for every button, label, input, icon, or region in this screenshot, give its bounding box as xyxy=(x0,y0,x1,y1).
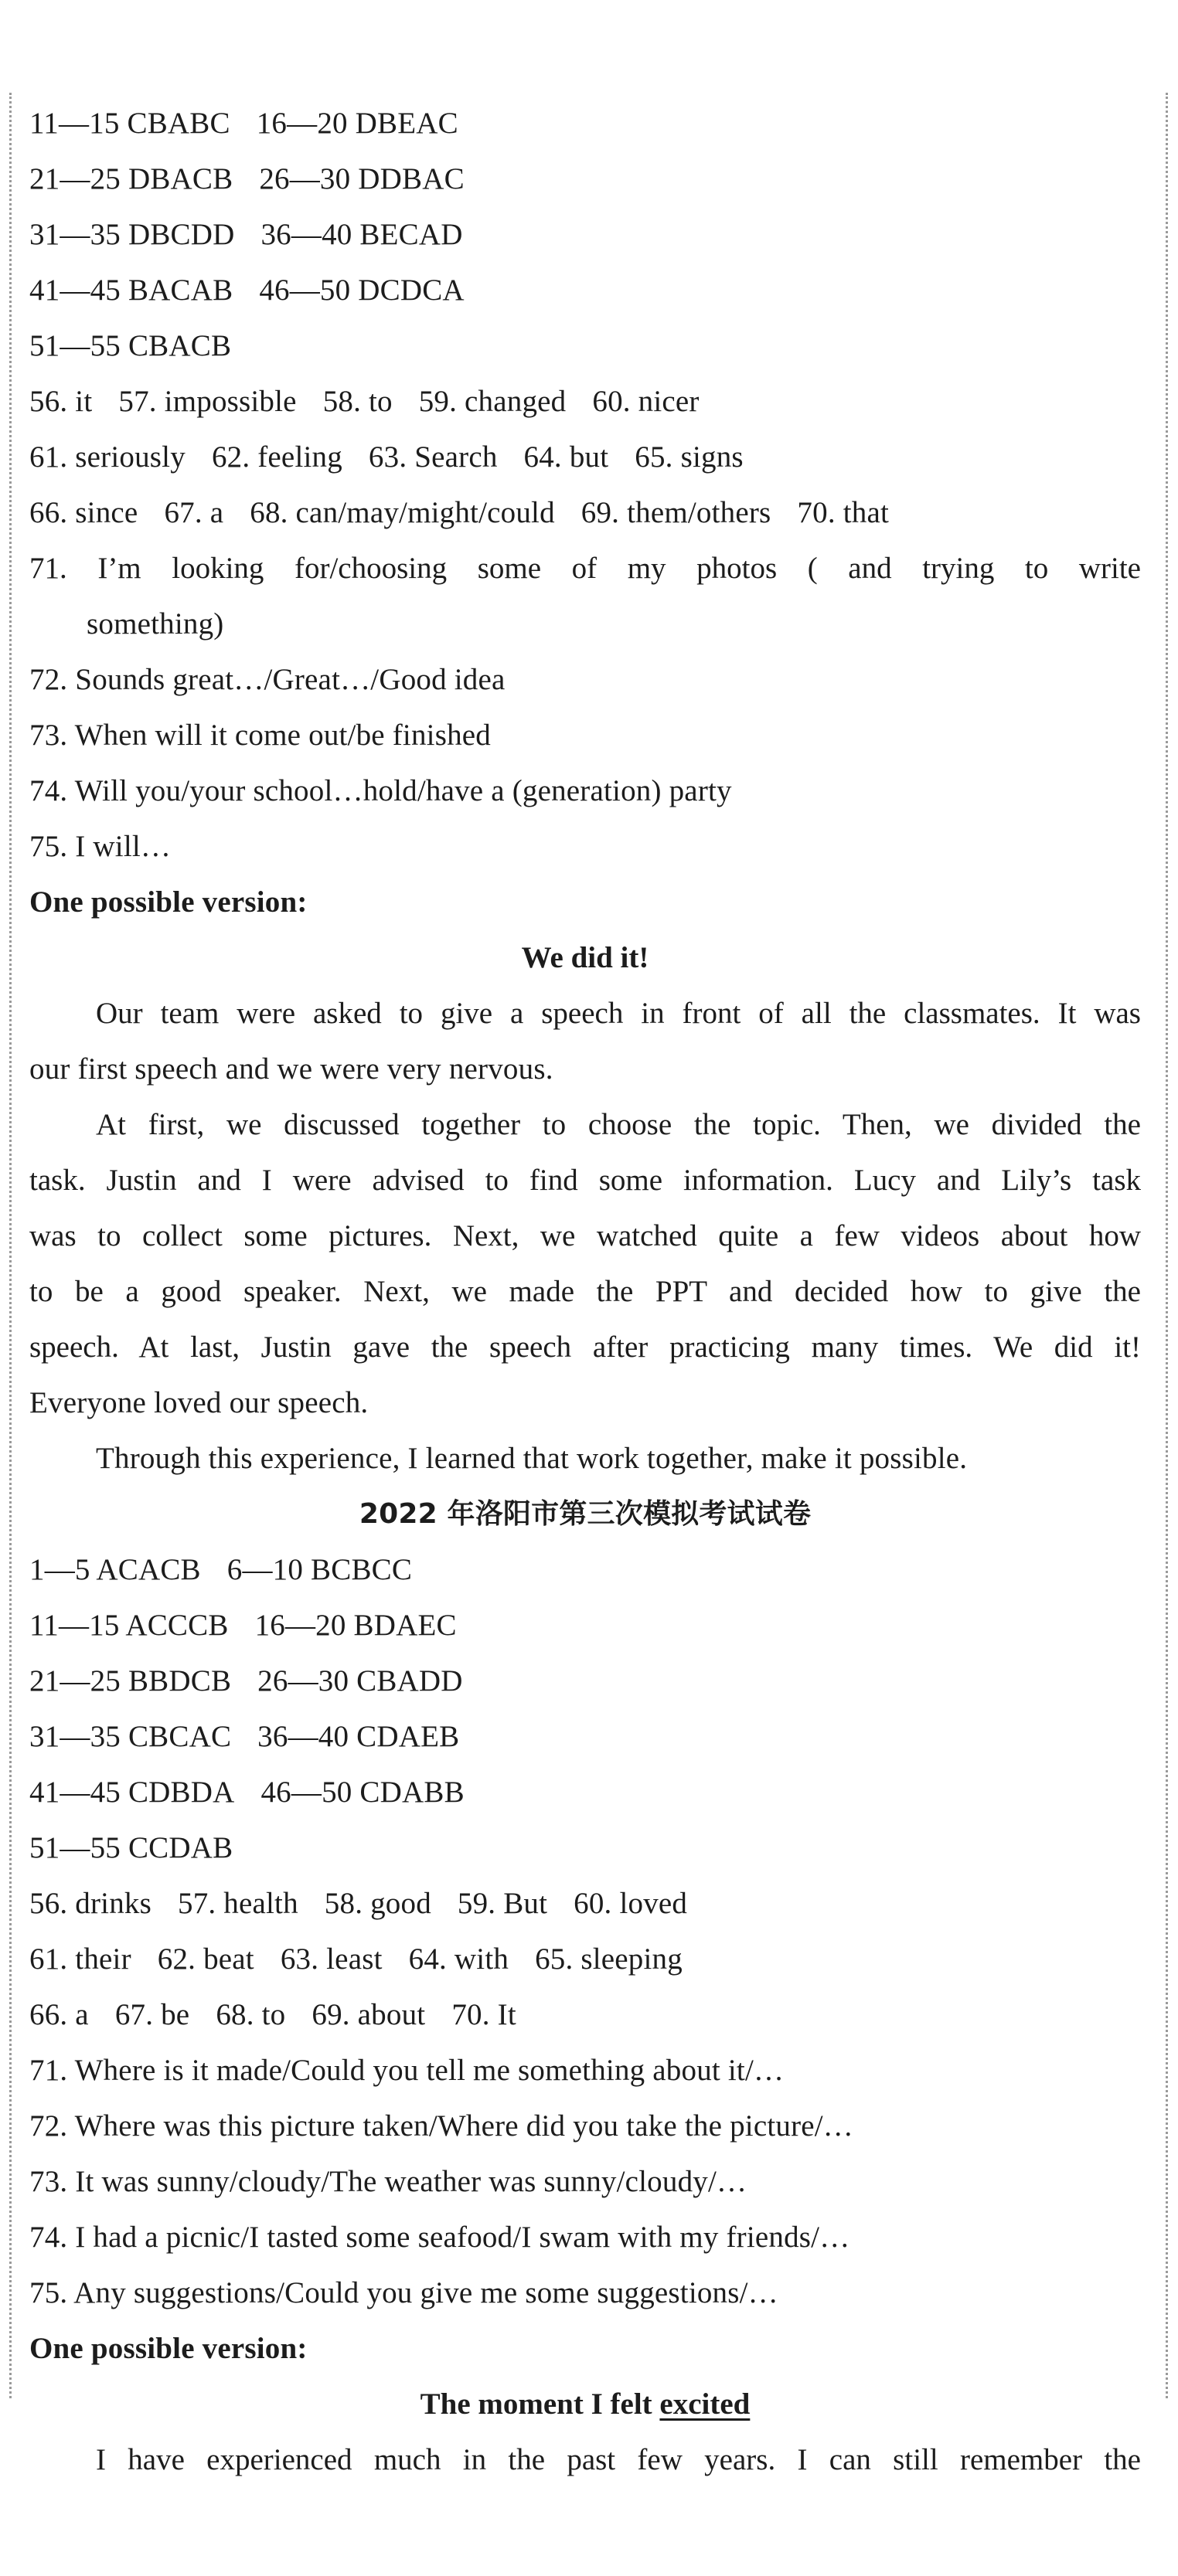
right-dotted-border xyxy=(1166,93,1168,2398)
s1-answer-item: 68. can/may/might/could xyxy=(250,496,555,529)
s2-answer-item: 36—40 CDAEB xyxy=(257,1720,460,1753)
s2-essay-title-prefix: The moment I felt xyxy=(420,2387,660,2421)
s1-answer-item: 65. signs xyxy=(635,440,744,474)
s1-para2-last: Everyone loved our speech. xyxy=(29,1386,369,1419)
s1-answer-item: 57. impossible xyxy=(118,385,297,418)
s1-answer-line xyxy=(29,485,1141,541)
s2-answer-item: 65. sleeping xyxy=(535,1942,683,1976)
s1-item-72: 72. Sounds great…/Great…/Good idea xyxy=(29,663,506,696)
s1-answer-line xyxy=(29,430,1141,485)
s2-answer-item: 60. loved xyxy=(574,1887,688,1920)
s1-answer-item: 58. to xyxy=(322,385,393,418)
s2-answer-item: 59. But xyxy=(457,1887,548,1920)
s2-answer-item: 56. drinks xyxy=(29,1887,152,1920)
s2-item-73: 73. It was sunny/cloudy/The weather was sunny/cloudy/… xyxy=(29,2165,747,2198)
s2-answer-item: 64. with xyxy=(408,1942,509,1976)
s1-item-71-line1: 71. I’m looking for/choosing some of my photos ( and trying to write xyxy=(29,552,1141,585)
s2-answer-line xyxy=(29,1542,1141,1598)
s1-answer-item: 70. that xyxy=(797,496,890,529)
s2-version-label: One possible version: xyxy=(29,2332,308,2365)
s2-answer-item: 61. their xyxy=(29,1942,131,1976)
s1-answer-item: 64. but xyxy=(523,440,609,474)
s1-answer-line xyxy=(29,318,1141,374)
s1-answer-line xyxy=(29,96,1141,151)
s1-answer-item: 67. a xyxy=(164,496,224,529)
s1-answer-line xyxy=(29,374,1141,430)
s1-para1-line2: our first speech and we were very nervous. xyxy=(29,1052,553,1086)
s2-answer-item: 67. be xyxy=(114,1998,190,2031)
s2-answer-item: 68. to xyxy=(216,1998,286,2031)
s1-answer-item: 31—35 DBCDD xyxy=(29,218,235,251)
s2-answer-item: 6—10 BCBCC xyxy=(226,1553,413,1586)
s2-item-71: 71. Where is it made/Could you tell me something about it/… xyxy=(29,2054,785,2087)
section2-answer-lines xyxy=(29,1542,1141,2043)
s2-answer-line xyxy=(29,1932,1141,1987)
s2-answer-item: 16—20 BDAEC xyxy=(254,1609,457,1642)
s1-answer-item: 41—45 BACAB xyxy=(29,274,233,307)
s1-answer-line xyxy=(29,207,1141,263)
s2-answer-line xyxy=(29,1598,1141,1653)
s1-answer-item: 63. Search xyxy=(368,440,498,474)
s2-answer-line xyxy=(29,1653,1141,1709)
s1-answer-item: 61. seriously xyxy=(29,440,186,474)
s1-answer-line xyxy=(29,151,1141,207)
s1-item-75: 75. I will… xyxy=(29,830,172,863)
s2-answer-item: 51—55 CCDAB xyxy=(29,1831,233,1864)
s2-para1-line1: I have experienced much in the past few years. I can still remember the xyxy=(96,2443,1141,2476)
s1-para2-line: speech. At last, Justin gave the speech after practicing many times. We did it! xyxy=(29,1330,1141,1364)
s2-item-75: 75. Any suggestions/Could you give me some suggestions/… xyxy=(29,2276,778,2309)
s1-version-label: One possible version: xyxy=(29,885,308,919)
s1-para1-line1: Our team were asked to give a speech in front of all the classmates. It was xyxy=(96,997,1141,1030)
s2-answer-line xyxy=(29,1820,1141,1876)
s2-heading: 2022 年洛阳市第三次模拟考试试卷 xyxy=(359,1498,812,1530)
s2-answer-item: 57. health xyxy=(178,1887,298,1920)
s2-answer-item: 46—50 CDABB xyxy=(260,1776,465,1809)
s2-essay-title-underlined: excited xyxy=(659,2387,751,2421)
s2-answer-item: 66. a xyxy=(29,1998,89,2031)
s1-answer-item: 16—20 DBEAC xyxy=(256,107,458,140)
answer-key-page xyxy=(29,96,1141,2488)
s2-item-74: 74. I had a picnic/I tasted some seafood/I swam with my friends/… xyxy=(29,2221,850,2254)
s1-para2-line: to be a good speaker. Next, we made the PPT and decided how to give the xyxy=(29,1275,1141,1308)
s1-answer-item: 66. since xyxy=(29,496,138,529)
s1-answer-item: 11—15 CBABC xyxy=(29,107,230,140)
s1-item-73: 73. When will it come out/be finished xyxy=(29,719,491,752)
s2-answer-item: 41—45 CDBDA xyxy=(29,1776,235,1809)
s2-answer-line xyxy=(29,1987,1141,2043)
s2-answer-item: 62. beat xyxy=(157,1942,254,1976)
s2-answer-item: 58. good xyxy=(324,1887,431,1920)
s1-essay-title: We did it! xyxy=(521,941,649,974)
s1-para2-line: At first, we discussed together to choose the topic. Then, we divided the xyxy=(96,1108,1141,1141)
s1-item-74: 74. Will you/your school…hold/have a (generation) party xyxy=(29,774,732,807)
s2-answer-item: 70. It xyxy=(451,1998,516,2031)
s1-answer-item: 51—55 CBACB xyxy=(29,329,232,362)
s2-answer-line xyxy=(29,1709,1141,1765)
s1-answer-item: 59. changed xyxy=(418,385,567,418)
s1-answer-line xyxy=(29,263,1141,318)
s1-item-71-line2: something) xyxy=(87,607,224,641)
s2-answer-item: 63. least xyxy=(280,1942,383,1976)
s2-answer-item: 26—30 CBADD xyxy=(257,1664,463,1698)
s2-answer-item: 69. about xyxy=(312,1998,426,2031)
s2-answer-item: 1—5 ACACB xyxy=(29,1553,201,1586)
s2-answer-line xyxy=(29,1765,1141,1820)
s1-answer-item: 69. them/others xyxy=(580,496,771,529)
s1-answer-item: 46—50 DCDCA xyxy=(259,274,465,307)
s1-answer-item: 60. nicer xyxy=(592,385,700,418)
s1-answer-item: 62. feeling xyxy=(211,440,342,474)
section1-answer-lines xyxy=(29,96,1141,541)
s1-para2 xyxy=(29,1097,1141,1375)
left-dotted-border xyxy=(9,93,12,2398)
s1-para2-line: task. Justin and I were advised to find some information. Lucy and Lily’s task xyxy=(29,1164,1141,1197)
s1-answer-item: 36—40 BECAD xyxy=(260,218,463,251)
s2-item-72: 72. Where was this picture taken/Where did you take the picture/… xyxy=(29,2109,853,2143)
s2-answer-item: 11—15 ACCCB xyxy=(29,1609,229,1642)
s1-answer-item: 21—25 DBACB xyxy=(29,162,233,195)
s1-para2-line: was to collect some pictures. Next, we watched quite a few videos about how xyxy=(29,1219,1141,1252)
s1-answer-item: 56. it xyxy=(29,385,93,418)
s2-answer-line xyxy=(29,1876,1141,1932)
s2-essay-title xyxy=(29,2377,1141,2432)
s2-answer-item: 31—35 CBCAC xyxy=(29,1720,232,1753)
s2-answer-item: 21—25 BBDCB xyxy=(29,1664,232,1698)
s1-answer-item: 26—30 DDBAC xyxy=(259,162,465,195)
s1-para3: Through this experience, I learned that work together, make it possible. xyxy=(96,1442,968,1475)
